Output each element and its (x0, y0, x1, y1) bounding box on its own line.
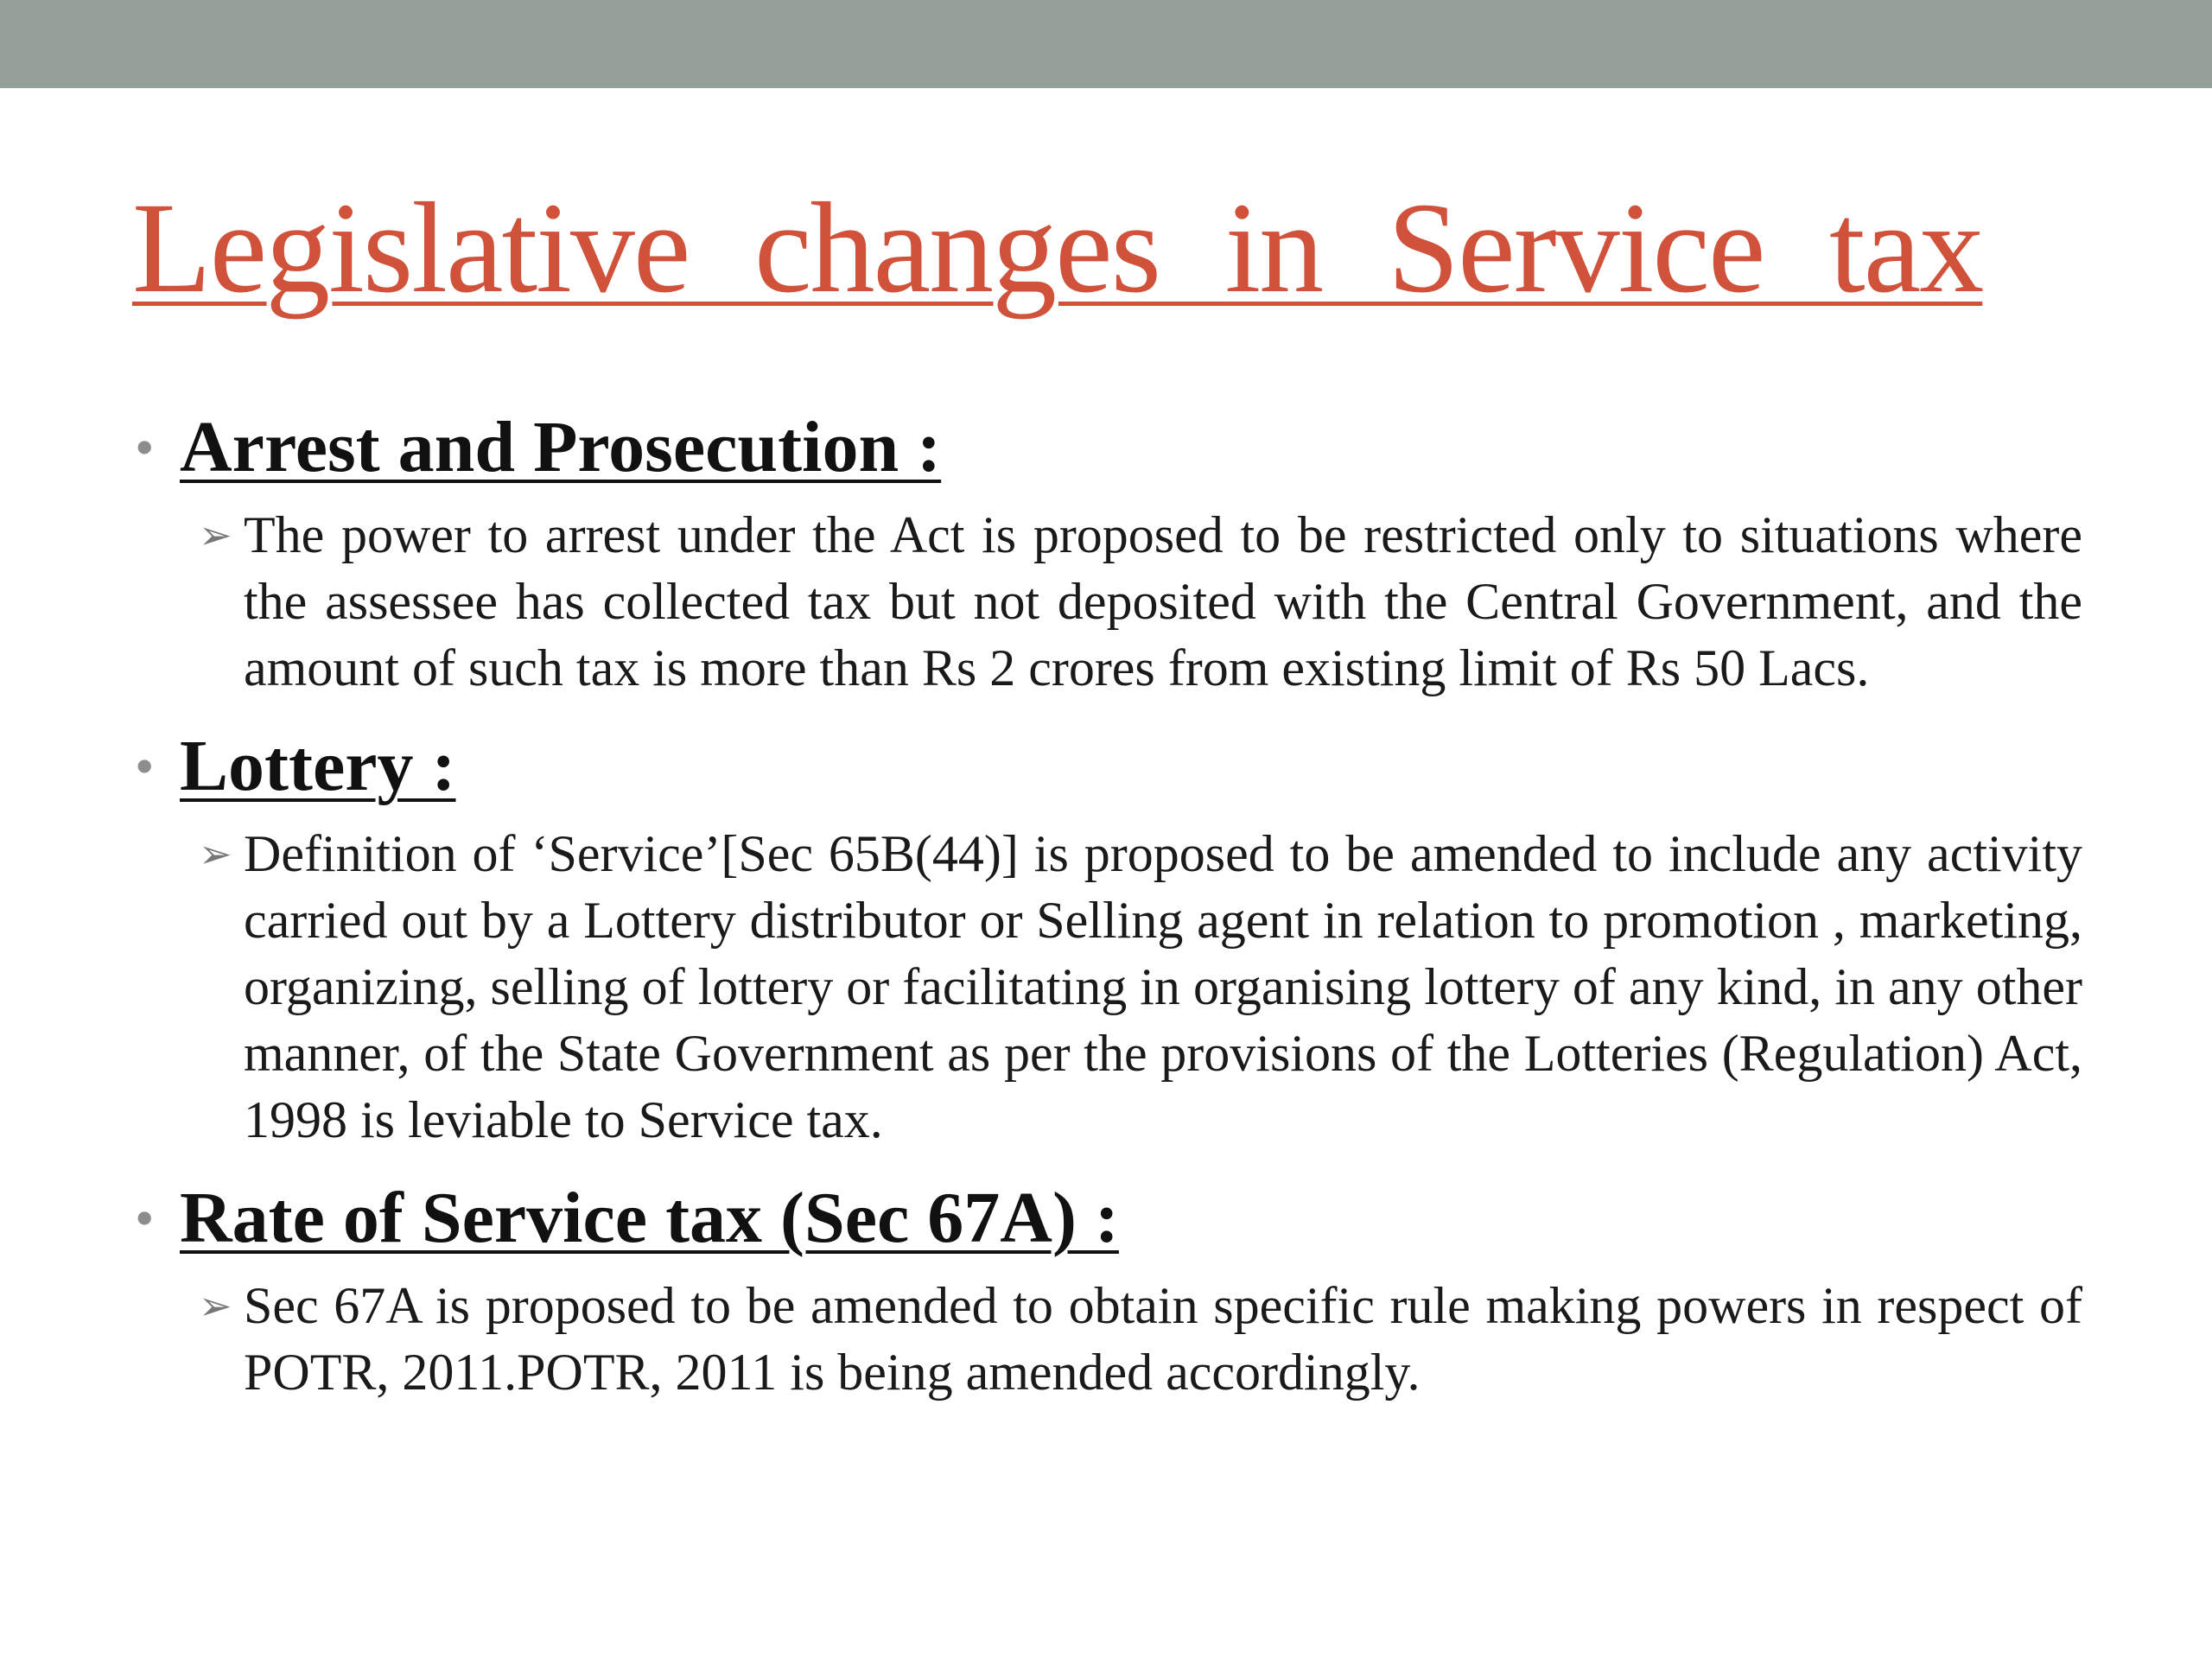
section-heading-text: Rate of Service tax (Sec 67A) : (180, 1178, 1119, 1258)
bullet-dot-icon: • (135, 735, 155, 797)
slide-title: Legislative changes in Service tax (132, 176, 1983, 320)
section-body (199, 821, 2082, 1154)
section-rate-of-service-tax (130, 1173, 2082, 1406)
top-decor-band (0, 0, 2212, 88)
section-heading (130, 1173, 2082, 1264)
arrow-bullet-icon: ➢ (199, 832, 232, 876)
slide-content (130, 402, 2082, 1406)
bullet-dot-icon: • (135, 416, 155, 478)
section-body (199, 1273, 2082, 1406)
arrow-bullet-icon: ➢ (199, 513, 232, 557)
section-body-text: Sec 67A is proposed to be amended to obtain specific rule making powers in respect of POTR, 2011.POTR, 2011 is being amended accordingly. (244, 1277, 2082, 1401)
section-heading-text: Lottery : (180, 726, 456, 806)
section-arrest-prosecution (130, 402, 2082, 702)
section-body-text: Definition of ‘Service’[Sec 65B(44)] is proposed to be amended to include any activity carried out by a Lottery distributor or Selling agent in relation to promotion , marketing, organizing, selling of lottery or facilitating in organising lottery of any kind, in any other manner, of the State Government as per the provisions of the Lotteries (Regulation) Act, 1998 is leviable to Service tax. (244, 825, 2082, 1148)
arrow-bullet-icon: ➢ (199, 1284, 232, 1328)
section-body (199, 502, 2082, 702)
section-body-text: The power to arrest under the Act is proposed to be restricted only to situations where the assessee has collected tax but not deposited with the Central Government, and the amount of such tax is more than Rs 2 crores from existing limit of Rs 50 Lacs. (244, 506, 2082, 696)
bullet-dot-icon: • (135, 1187, 155, 1249)
section-heading-text: Arrest and Prosecution : (180, 407, 942, 487)
section-heading (130, 721, 2082, 812)
section-lottery (130, 721, 2082, 1154)
section-heading (130, 402, 2082, 493)
